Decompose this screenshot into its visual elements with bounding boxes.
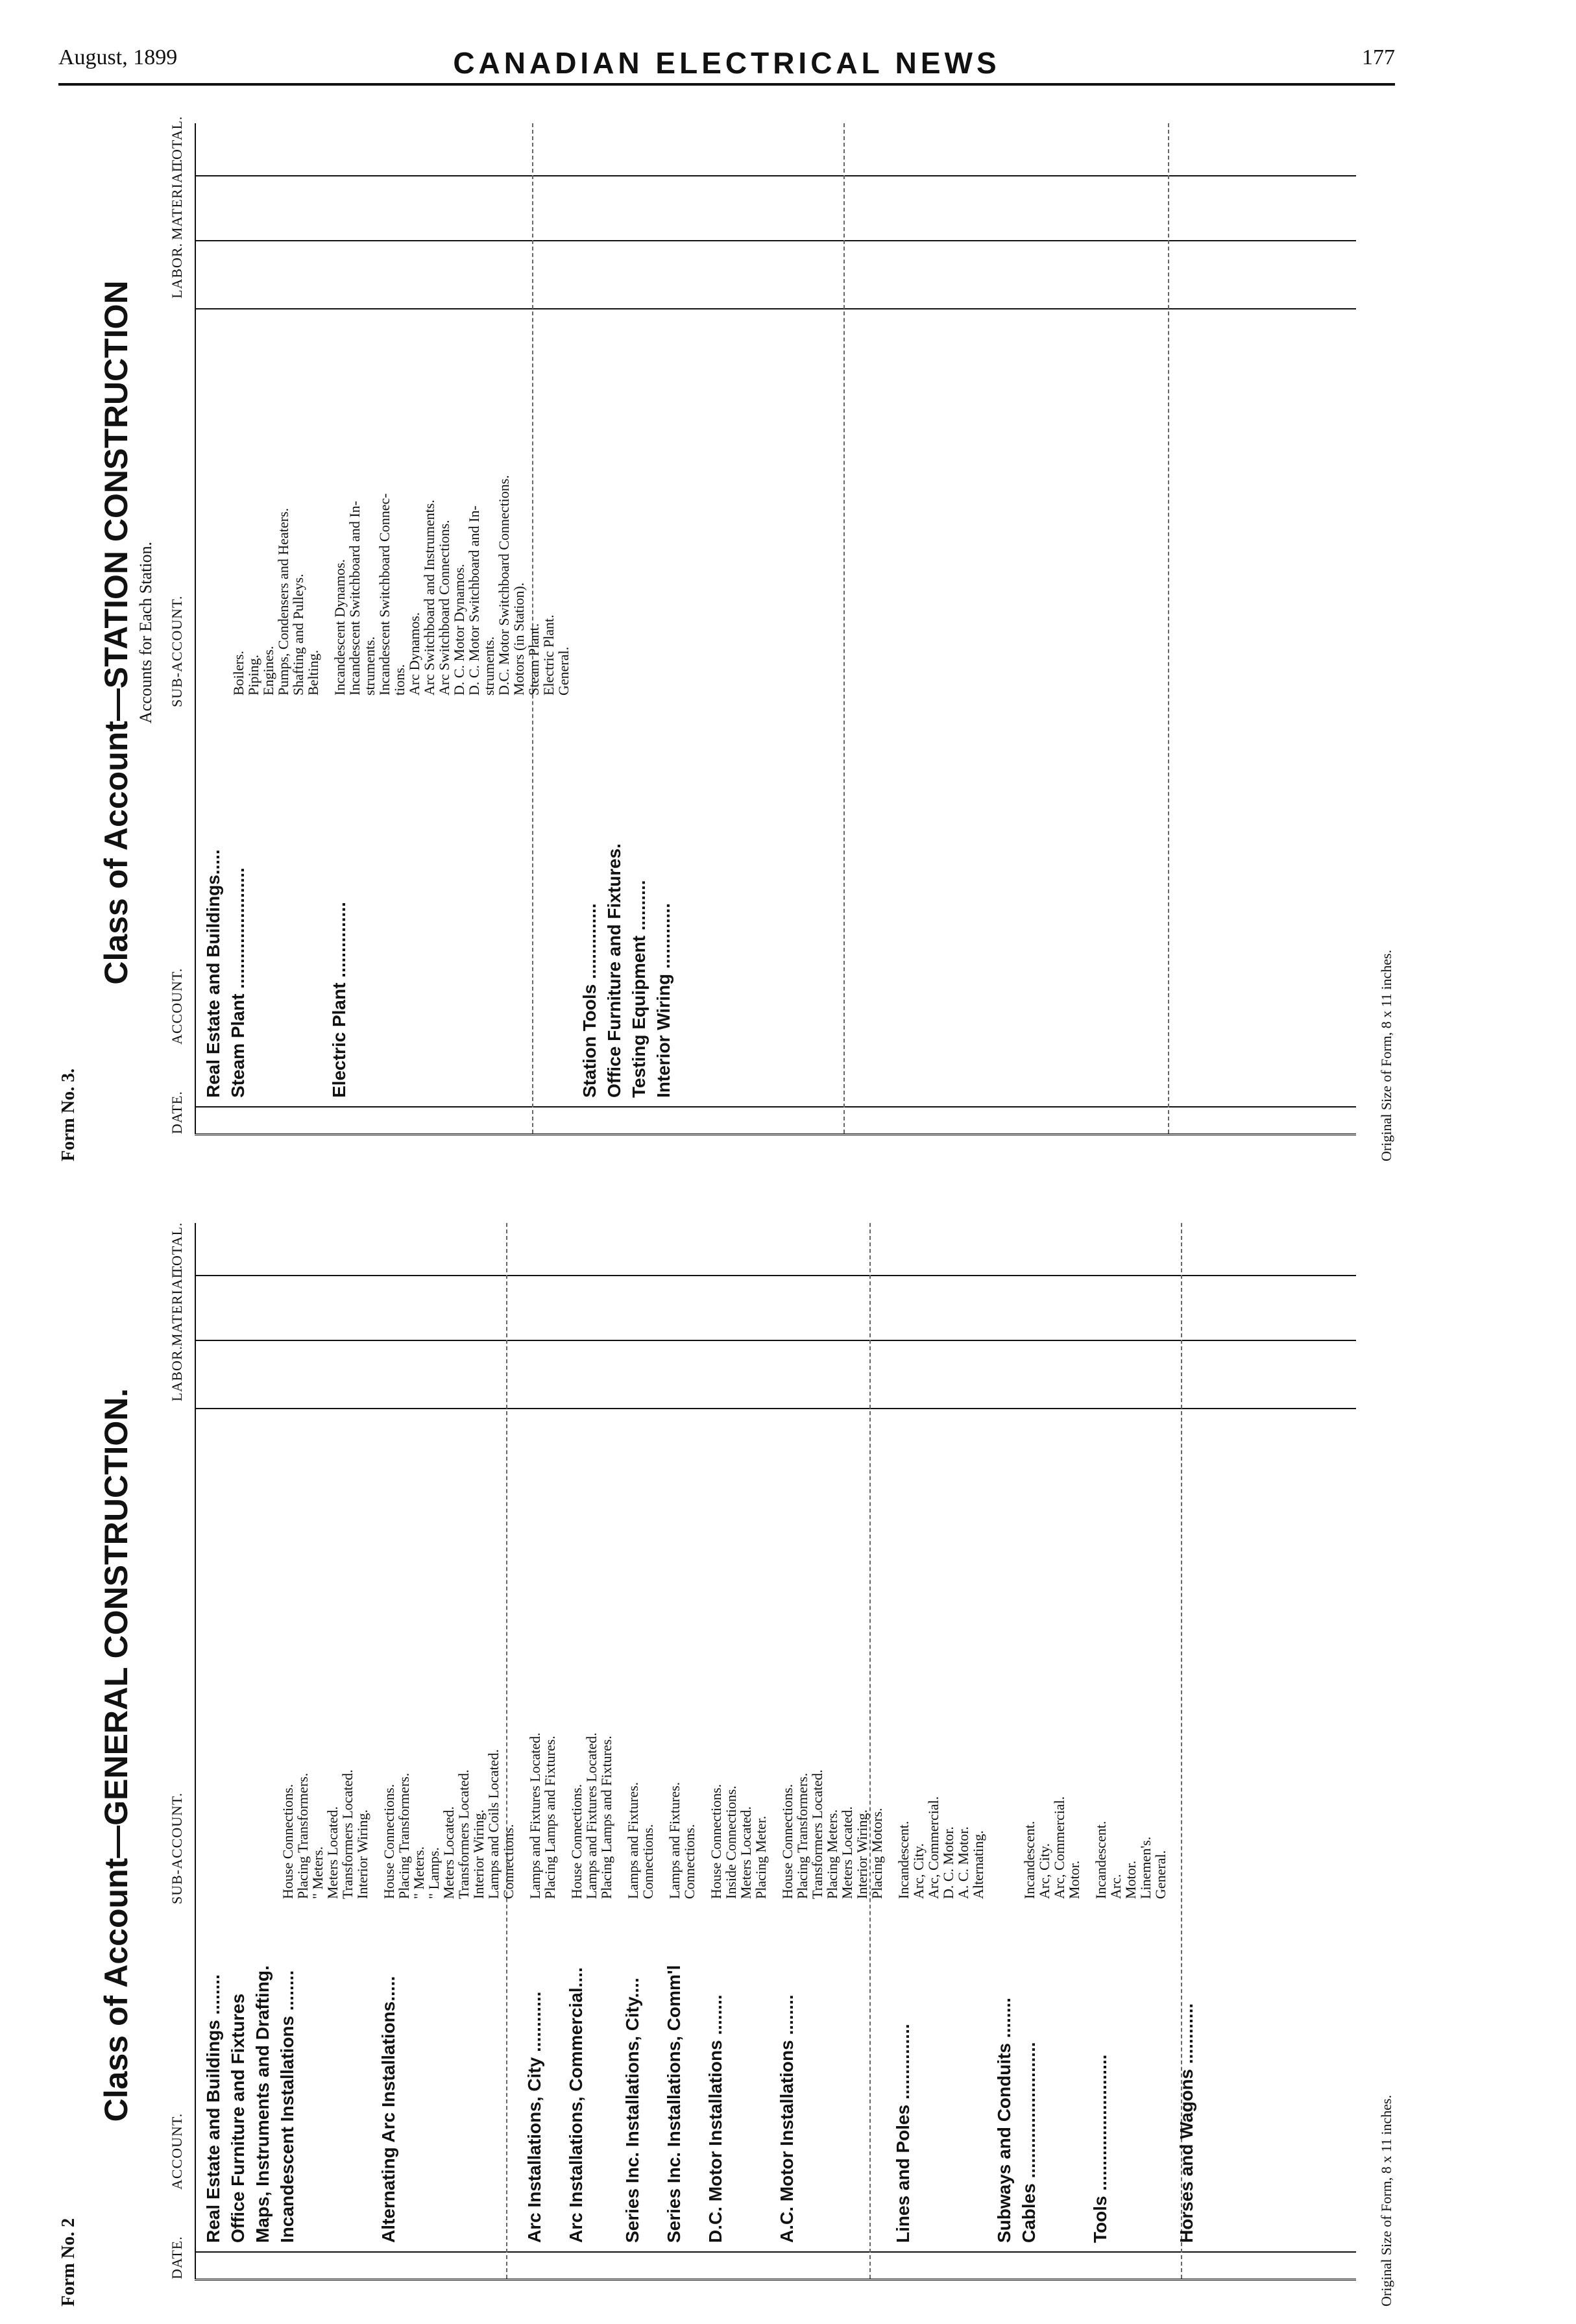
account-name: Office Furniture and Fixtures (228, 1993, 248, 2243)
header-rule (58, 83, 1395, 86)
sub-account: Arc Dynamos. (406, 612, 422, 696)
form-station-construction (58, 104, 1395, 1161)
account-name: Tools ........................... (1090, 2054, 1110, 2243)
account-name: Subways and Conduits ........ (994, 1997, 1014, 2243)
sub-account: House Connections. (708, 1784, 724, 1899)
page-header (58, 39, 1395, 84)
sub-account: struments. (361, 636, 378, 696)
column-rule (195, 308, 1356, 309)
sub-account-list (780, 1769, 884, 1899)
account-row (1177, 1906, 1196, 2243)
column-rule (195, 175, 1356, 176)
sub-account-list (569, 1732, 614, 1899)
sub-account: Arc, Commercial. (925, 1796, 941, 1899)
account-row (1091, 1906, 1110, 2243)
col-material: MATERIAL. (169, 158, 185, 240)
account-row (278, 1906, 297, 2243)
sub-account: Placing Meters. (824, 1809, 840, 1899)
account-list (195, 1419, 1356, 2243)
col-material: MATERIAL. (169, 1265, 185, 1346)
account-name: Maps, Instruments and Drafting. (252, 1965, 273, 2243)
sub-account: Motor. (1122, 1860, 1139, 1899)
sub-account: Incandescent Switchboard and In- (346, 501, 363, 696)
account-name: Arc Installations, Commercial.... (566, 1967, 586, 2243)
sub-account: tions. (391, 664, 407, 696)
sub-account: Placing Motors. (869, 1808, 885, 1899)
sub-account: Lamps and Fixtures. (666, 1782, 683, 1899)
sub-account: A. C. Motor. (955, 1826, 971, 1899)
sub-account: Lamps and Fixtures. (625, 1782, 641, 1899)
sub-account: House Connections. (779, 1784, 795, 1899)
account-row (566, 1906, 586, 2243)
sub-account: Steam Plant. (526, 623, 542, 696)
account-name: Cables ........................... (1019, 2042, 1039, 2243)
col-total: TOTAL. (169, 115, 185, 169)
sub-account: D.C. Motor Switchboard Connections. (496, 475, 512, 696)
sub-account: Lamps and Fixtures Located. (583, 1732, 600, 1899)
account-row (654, 708, 673, 1098)
sub-account: Placing Transformers. (396, 1773, 412, 1899)
page-number: 177 (1362, 45, 1395, 69)
sub-account: Motors (in Station). (511, 582, 527, 696)
sub-account: Belting. (305, 649, 321, 696)
account-name: D.C. Motor Installations ........ (705, 1994, 725, 2243)
sub-account: Connections. (500, 1824, 516, 1899)
col-sub-account: SUB-ACCOUNT. (169, 595, 185, 707)
sub-account-list (332, 475, 571, 696)
sub-account: " Meters. (411, 1846, 427, 1899)
sub-account: Electric Plant. (540, 614, 557, 696)
sub-account-list (382, 1749, 516, 1899)
sub-account-list (280, 1769, 370, 1899)
account-name: Real Estate and Buildings ........ (203, 1974, 223, 2243)
sub-account-list (1022, 1797, 1082, 1899)
sub-account: " Meters. (309, 1846, 326, 1899)
account-row (629, 708, 649, 1098)
sub-account: General. (555, 646, 572, 696)
account-name: Real Estate and Buildings..... (203, 849, 223, 1098)
account-row (893, 1906, 913, 2243)
account-name: Station Tools ............... (579, 903, 600, 1098)
sub-account: Arc, City. (910, 1843, 927, 1899)
column-rule (195, 1106, 1356, 1108)
form-number: Form No. 3. (58, 1068, 79, 1161)
sub-account: Incandescent. (895, 1821, 912, 1899)
sub-account: Incandescent. (1021, 1821, 1037, 1899)
account-name: Series Inc. Installations, City.... (622, 1978, 642, 2243)
account-row (777, 1906, 797, 2243)
sub-account-list (896, 1797, 986, 1899)
sub-account: " Lamps. (426, 1847, 442, 1899)
account-row (228, 708, 248, 1098)
sub-account: Interior Wiring. (470, 1809, 487, 1899)
col-sub-account: SUB-ACCOUNT. (169, 1792, 185, 1904)
col-date: DATE. (169, 2236, 185, 2279)
sub-account-list (667, 1782, 697, 1899)
account-name: Testing Equipment .......... (629, 880, 649, 1098)
sub-account: Arc Switchboard and Instruments. (421, 500, 437, 696)
sub-account: Placing Transformers. (295, 1773, 311, 1899)
sub-account: D. C. Motor. (940, 1826, 956, 1899)
sub-account: Linemen's. (1137, 1836, 1154, 1899)
sub-account: Arc. (1108, 1874, 1124, 1899)
account-name: Incandescent Installations ........ (277, 1970, 297, 2243)
account-row (379, 1906, 398, 2243)
col-account: ACCOUNT. (169, 2112, 185, 2190)
col-labor: LABOR. (169, 242, 185, 298)
sub-account: Arc, City. (1036, 1843, 1052, 1899)
account-row (623, 1906, 642, 2243)
sub-account: Meters Located. (839, 1806, 855, 1899)
sub-account: Transformers Located. (455, 1769, 472, 1899)
account-row (995, 1906, 1014, 2243)
account-row (204, 708, 223, 1098)
account-name: Electric Plant ............... (329, 902, 349, 1098)
sub-account-list (625, 1782, 655, 1899)
account-row (605, 708, 624, 1098)
account-row (1019, 1906, 1039, 2243)
sub-account: Placing Transformers. (794, 1773, 810, 1899)
sub-account: Incandescent. (1093, 1821, 1109, 1899)
account-row (330, 708, 349, 1098)
account-name: Series Inc. Installations, Comm'l (664, 1965, 684, 2243)
sub-account-list (1093, 1821, 1168, 1899)
col-total: TOTAL. (169, 1222, 185, 1275)
col-account: ACCOUNT. (169, 967, 185, 1045)
sub-account: Connections. (681, 1824, 697, 1899)
sub-account-list (527, 1732, 557, 1899)
account-row (706, 1906, 725, 2243)
sub-account: Inside Connections. (723, 1785, 739, 1899)
sub-account: Lamps and Coils Located. (485, 1749, 502, 1899)
sub-account: Transformers Located. (809, 1769, 825, 1899)
column-rule (195, 240, 1356, 241)
sub-account: Pumps, Condensers and Heaters. (275, 507, 291, 696)
sub-account-list (709, 1784, 768, 1899)
sub-account: Meters Located. (441, 1806, 457, 1899)
sub-account: D. C. Motor Switchboard and In- (466, 505, 482, 696)
form-table (195, 1223, 1356, 2281)
form-general-construction (58, 1204, 1395, 2306)
sub-account: Interior Wiring. (354, 1809, 370, 1899)
sub-account: Placing Lamps and Fixtures. (598, 1736, 614, 1899)
account-row (228, 1906, 248, 2243)
account-row (664, 1906, 684, 2243)
sub-account: D. C. Motor Dynamos. (451, 564, 467, 696)
form-footnote: Original Size of Form, 8 x 11 inches. (1378, 2094, 1394, 2306)
sub-account: Boilers. (230, 650, 247, 696)
sub-account-list (231, 508, 321, 696)
form-footnote: Original Size of Form, 8 x 11 inches. (1378, 949, 1394, 1161)
journal-title: CANADIAN ELECTRICAL NEWS (453, 46, 1000, 80)
sub-account: Placing Meter. (753, 1815, 769, 1899)
sub-account: Engines. (260, 646, 276, 696)
account-name: Steam Plant ........................ (228, 867, 248, 1098)
col-labor: LABOR. (169, 1345, 185, 1401)
sub-account: House Connections. (381, 1784, 397, 1899)
account-name: Arc Installations, City ............ (524, 1991, 544, 2243)
account-name: Horses and Wagons ............ (1176, 2003, 1196, 2243)
form-subtitle: Accounts for Each Station. (136, 541, 155, 724)
sub-account: House Connections. (280, 1784, 296, 1899)
sub-account: Alternating. (970, 1830, 986, 1899)
account-list (195, 319, 1356, 1098)
header-date: August, 1899 (58, 45, 178, 69)
sub-account: Shafting and Pulleys. (290, 574, 306, 696)
account-row (204, 1906, 223, 2243)
account-name: Lines and Poles ............... (893, 2024, 913, 2243)
col-date: DATE. (169, 1091, 185, 1134)
sub-account: Incandescent Dynamos. (332, 559, 348, 696)
sub-account: Arc, Commercial. (1051, 1796, 1067, 1899)
account-name: Alternating Arc Installations..... (378, 1976, 398, 2243)
account-name: A.C. Motor Installations ........ (777, 1994, 797, 2243)
sub-account: Transformers Located. (339, 1769, 356, 1899)
account-row (525, 1906, 544, 2243)
sub-account: Meters Located. (324, 1806, 341, 1899)
sub-account: Placing Lamps and Fixtures. (542, 1736, 558, 1899)
sub-account: General. (1152, 1850, 1169, 1899)
account-name: Interior Wiring ............. (653, 903, 673, 1098)
form-table (195, 123, 1356, 1135)
form-title: Class of Account—STATION CONSTRUCTION (98, 280, 134, 985)
sub-account: struments. (481, 636, 497, 696)
account-row (253, 1906, 273, 2243)
sub-account: Incandescent Switchboard Connec- (376, 493, 393, 696)
sub-account: Interior Wiring. (854, 1809, 870, 1899)
form-title: Class of Account—GENERAL CONSTRUCTION. (98, 1388, 134, 2122)
sub-account: Meters Located. (738, 1806, 754, 1899)
sub-account: House Connections. (568, 1784, 585, 1899)
sub-account: Connections. (640, 1824, 656, 1899)
account-row (580, 708, 600, 1098)
sub-account: Arc Switchboard Connections. (436, 520, 452, 696)
sub-account: Piping. (245, 655, 261, 696)
account-name: Office Furniture and Fixtures. (604, 843, 624, 1098)
sub-account: Motor. (1066, 1860, 1082, 1899)
form-number: Form No. 2 (58, 2218, 79, 2306)
sub-account: Lamps and Fixtures Located. (527, 1732, 543, 1899)
